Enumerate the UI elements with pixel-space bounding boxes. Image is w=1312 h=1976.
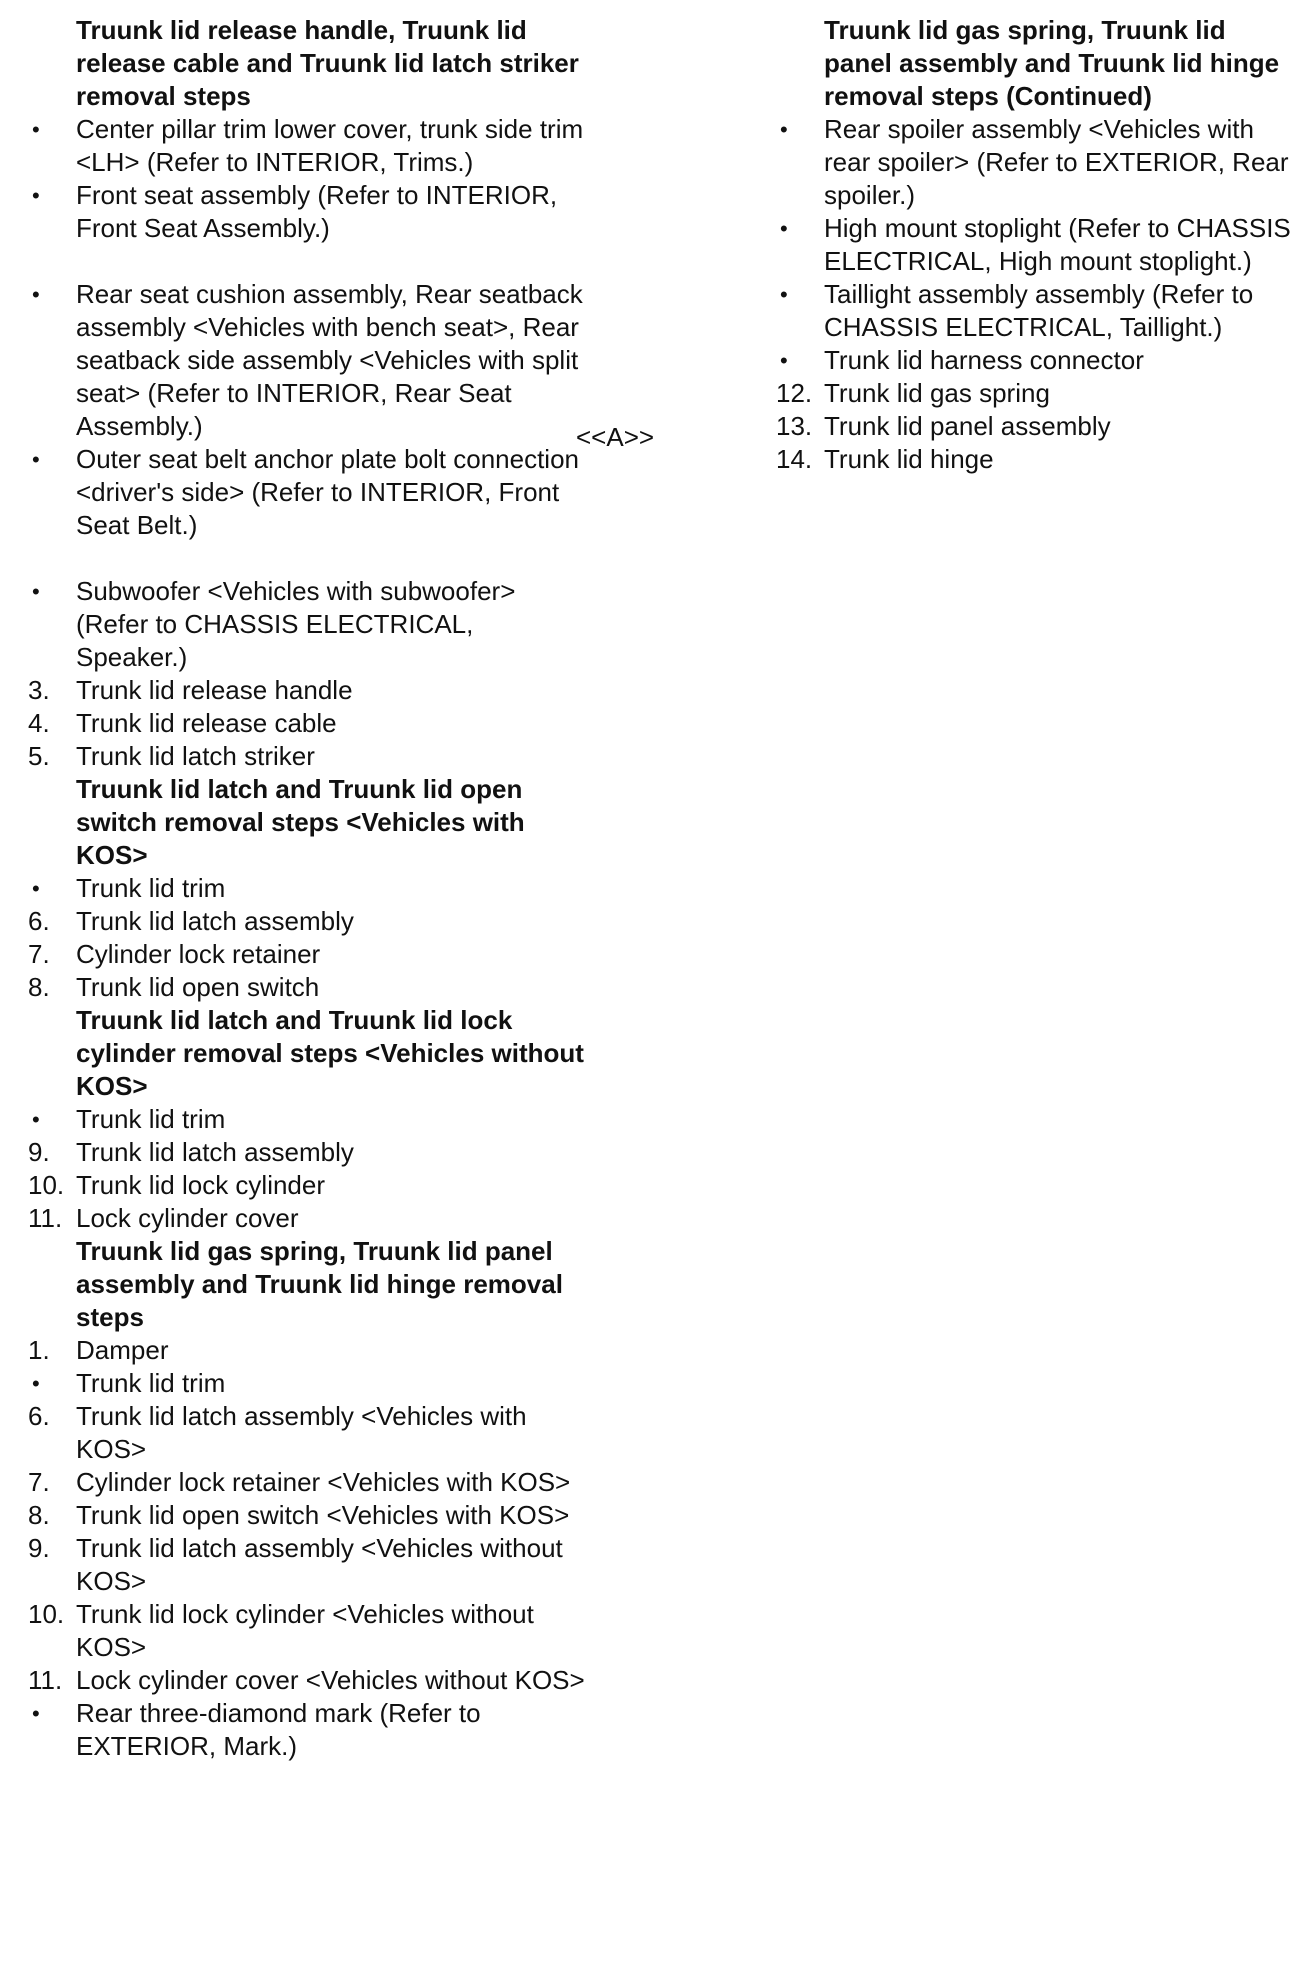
item-text: Trunk lid release handle <box>76 675 353 705</box>
step-number: 6. <box>28 906 50 936</box>
bullet-icon: • <box>32 447 40 472</box>
step-number: 10. <box>28 1599 65 1629</box>
bullet-icon: • <box>32 1371 40 1396</box>
section-heading <box>28 773 588 872</box>
spacer <box>28 245 588 278</box>
numbered-step <box>776 377 1296 410</box>
item-text: Trunk lid release cable <box>76 708 337 738</box>
item-text: Trunk lid latch assembly <Vehicles without KOS> <box>76 1533 563 1596</box>
item-text: High mount stoplight (Refer to CHASSIS ELECTRICAL, High mount stoplight.) <box>824 213 1291 276</box>
item-text: Trunk lid open switch <box>76 972 320 1002</box>
item-text: Trunk lid latch assembly <box>76 1137 354 1167</box>
step-number: 1. <box>28 1335 50 1365</box>
bullet-icon: • <box>32 1701 40 1726</box>
item-text: Lock cylinder cover <Vehicles without KOS> <box>76 1665 585 1695</box>
step-number: 7. <box>28 1467 50 1497</box>
item-text: Rear spoiler assembly <Vehicles with rear spoiler> (Refer to EXTERIOR, Rear spoiler.) <box>824 114 1289 210</box>
step-number: 13. <box>776 411 813 441</box>
bullet-item <box>776 212 1296 278</box>
item-text: Front seat assembly (Refer to INTERIOR, Front Seat Assembly.) <box>76 180 558 243</box>
step-number: 6. <box>28 1401 50 1431</box>
item-text: Trunk lid latch striker <box>76 741 315 771</box>
section-heading <box>28 1004 588 1103</box>
left-column <box>28 14 588 1763</box>
item-text: Trunk lid lock cylinder <Vehicles without KOS> <box>76 1599 534 1662</box>
numbered-step <box>28 1400 588 1466</box>
step-number: 12. <box>776 378 813 408</box>
item-text: Trunk lid open switch <Vehicles with KOS> <box>76 1500 570 1530</box>
numbered-step <box>28 740 588 773</box>
bullet-icon: • <box>32 117 40 142</box>
bullet-item <box>28 1697 588 1763</box>
section-heading <box>776 14 1296 113</box>
bullet-item <box>28 872 588 905</box>
numbered-step <box>28 1664 588 1697</box>
item-text: Truunk lid latch and Truunk lid open switch removal steps <Vehicles with KOS> <box>76 774 525 870</box>
item-text: Truunk lid gas spring, Truunk lid panel assembly and Truunk lid hinge removal steps <box>76 1236 563 1332</box>
bullet-item <box>28 179 588 245</box>
step-number: 10. <box>28 1170 65 1200</box>
bullet-icon: • <box>32 1107 40 1132</box>
item-text: Rear three-diamond mark (Refer to EXTERIOR, Mark.) <box>76 1698 481 1761</box>
step-number: 8. <box>28 972 50 1002</box>
item-text: Trunk lid latch assembly <box>76 906 354 936</box>
numbered-step <box>28 707 588 740</box>
step-number: 7. <box>28 939 50 969</box>
item-text: Cylinder lock retainer <Vehicles with KOS> <box>76 1467 571 1497</box>
bullet-icon: • <box>780 117 788 142</box>
step-number: 4. <box>28 708 50 738</box>
numbered-step <box>28 971 588 1004</box>
step-number: 9. <box>28 1533 50 1563</box>
numbered-step <box>28 1202 588 1235</box>
numbered-step <box>28 905 588 938</box>
section-heading <box>28 1235 588 1334</box>
item-text: Trunk lid gas spring <box>824 378 1050 408</box>
bullet-icon: • <box>32 183 40 208</box>
step-number: 11. <box>28 1203 63 1233</box>
item-text: Trunk lid trim <box>76 1104 226 1134</box>
bullet-icon: • <box>780 282 788 307</box>
item-text: Center pillar trim lower cover, trunk side trim <LH> (Refer to INTERIOR, Trims.) <box>76 114 584 177</box>
numbered-step <box>28 1466 588 1499</box>
bullet-icon: • <box>32 579 40 604</box>
item-text: Trunk lid harness connector <box>824 345 1144 375</box>
bullet-item <box>28 278 588 443</box>
bullet-item <box>28 1367 588 1400</box>
bullet-icon: • <box>32 876 40 901</box>
item-text: Trunk lid trim <box>76 1368 226 1398</box>
numbered-step <box>28 938 588 971</box>
item-text: Truunk lid release handle, Truunk lid release cable and Truunk lid latch striker removal steps <box>76 15 579 111</box>
bullet-icon: • <box>32 282 40 307</box>
item-text: Lock cylinder cover <box>76 1203 299 1233</box>
item-text: Outer seat belt anchor plate bolt connection <driver's side> (Refer to INTERIOR, Front Seat Belt.) <box>76 444 579 540</box>
bullet-item <box>776 344 1296 377</box>
item-text: Damper <box>76 1335 169 1365</box>
step-number: 9. <box>28 1137 50 1167</box>
item-text: Truunk lid latch and Truunk lid lock cylinder removal steps <Vehicles without KOS> <box>76 1005 584 1101</box>
item-text: Trunk lid lock cylinder <box>76 1170 326 1200</box>
numbered-step <box>28 1532 588 1598</box>
step-number: 11. <box>28 1665 63 1695</box>
bullet-item <box>28 575 588 674</box>
step-number: 8. <box>28 1500 50 1530</box>
item-text: Cylinder lock retainer <box>76 939 321 969</box>
bullet-icon: • <box>780 348 788 373</box>
numbered-step <box>28 1334 588 1367</box>
numbered-step <box>28 1499 588 1532</box>
numbered-step <box>28 1598 588 1664</box>
numbered-step <box>776 443 1296 476</box>
numbered-step <box>28 1169 588 1202</box>
item-text: Trunk lid panel assembly <box>824 411 1111 441</box>
item-text: Truunk lid gas spring, Truunk lid panel assembly and Truunk lid hinge removal steps (Continued) <box>824 15 1280 111</box>
numbered-step <box>776 410 1296 443</box>
item-text: Rear seat cushion assembly, Rear seatback assembly <Vehicles with bench seat>, Rear seatback side assembly <Vehicles with split seat> (Refer to INTERIOR, Rear Seat Assembly.) <box>76 279 583 441</box>
item-text: Trunk lid latch assembly <Vehicles with KOS> <box>76 1401 527 1464</box>
reference-marker-a: <<A>> <box>576 422 655 452</box>
bullet-item <box>28 1103 588 1136</box>
bullet-item <box>28 113 588 179</box>
bullet-item <box>776 278 1296 344</box>
right-column <box>776 14 1296 476</box>
section-heading <box>28 14 588 113</box>
spacer <box>28 542 588 575</box>
bullet-icon: • <box>780 216 788 241</box>
numbered-step <box>28 1136 588 1169</box>
step-number: 14. <box>776 444 813 474</box>
bullet-item <box>28 443 588 542</box>
step-number: 3. <box>28 675 50 705</box>
step-number: 5. <box>28 741 50 771</box>
item-text: Taillight assembly assembly (Refer to CHASSIS ELECTRICAL, Taillight.) <box>824 279 1254 342</box>
item-text: Trunk lid trim <box>76 873 226 903</box>
bullet-item <box>776 113 1296 212</box>
item-text: Subwoofer <Vehicles with subwoofer> (Refer to CHASSIS ELECTRICAL, Speaker.) <box>76 576 516 672</box>
item-text: Trunk lid hinge <box>824 444 994 474</box>
numbered-step <box>28 674 588 707</box>
